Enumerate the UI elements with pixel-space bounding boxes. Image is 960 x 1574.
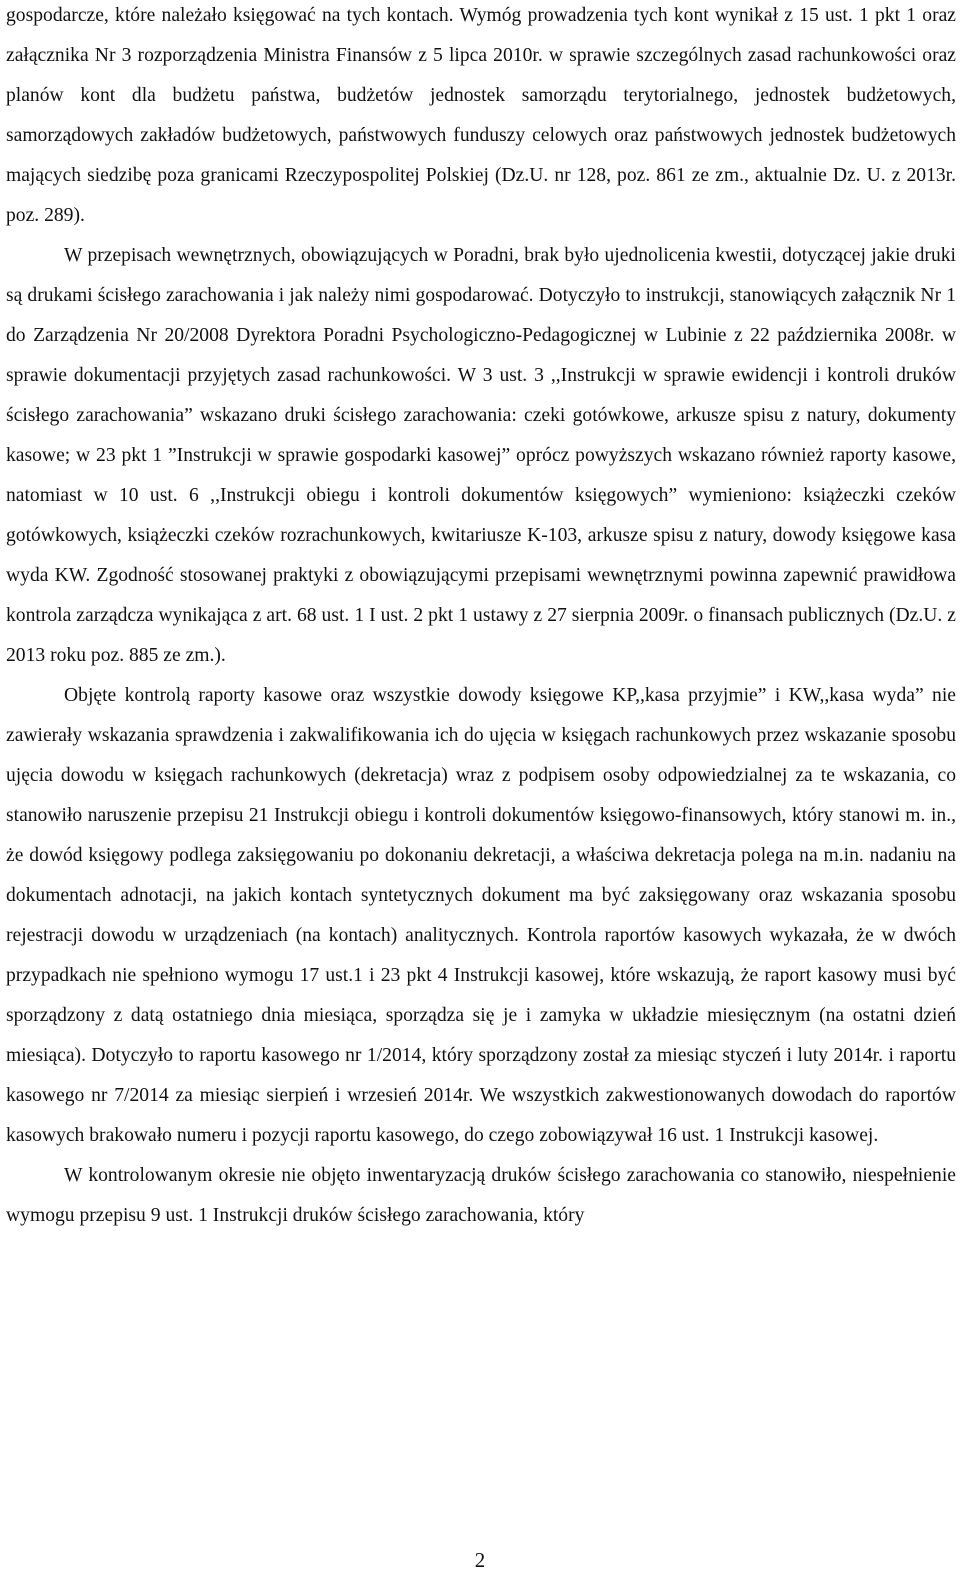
document-body [6,0,956,1236]
paragraph: W przepisach wewnętrznych, obowiązujących w Poradni, brak było ujednolicenia kwestii, dotyczącej jakie druki są drukami ścisłego zarachowania i jak należy nimi gospodarować. Dotyczyło to instrukcji, stanowiących załącznik Nr 1 do Zarządzenia Nr 20/2008 Dyrektora Poradni Psychologiczno-Pedagogicznej w Lubinie z 22 października 2008r. w sprawie dokumentacji przyjętych zasad rachunkowości. W 3 ust. 3 ,,Instrukcji w sprawie ewidencji i kontroli druków ścisłego zarachowania” wskazano druki ścisłego zarachowania: czeki gotówkowe, arkusze spisu z natury, dokumenty kasowe; w 23 pkt 1 ”Instrukcji w sprawie gospodarki kasowej” oprócz powyższych wskazano również raporty kasowe, natomiast w 10 ust. 6 ,,Instrukcji obiegu i kontroli dokumentów księgowych” wymieniono: książeczki czeków gotówkowych, książeczki czeków rozrachunkowych, kwitariusze K-103, arkusze spisu z natury, dowody księgowe kasa wyda KW. Zgodność stosowanej praktyki z obowiązującymi przepisami wewnętrznymi powinna zapewnić prawidłowa kontrola zarządcza wynikająca z art. 68 ust. 1 I ust. 2 pkt 1 ustawy z 27 sierpnia 2009r. o finansach publicznych (Dz.U. z 2013 roku poz. 885 ze zm.). [6,245,956,666]
paragraph: Objęte kontrolą raporty kasowe oraz wszystkie dowody księgowe KP,,kasa przyjmie” i KW,,kasa wyda” nie zawierały wskazania sprawdzenia i zakwalifikowania ich do ujęcia w księgach rachunkowych przez wskazanie sposobu ujęcia dowodu w księgach rachunkowych (dekretacja) wraz z podpisem osoby odpowiedzialnej za te wskazania, co stanowiło naruszenie przepisu 21 Instrukcji obiegu i kontroli dokumentów księgowo-finansowych, który stanowi m. in., że dowód księgowy podlega zaksięgowaniu po dokonaniu dekretacji, a właściwa dekretacja polega na m.in. nadaniu na dokumentach adnotacji, na jakich kontach syntetycznych dokument ma być zaksięgowany oraz wskazania sposobu rejestracji dowodu w urządzeniach (na kontach) analitycznych. Kontrola raportów kasowych wykazała, że w dwóch przypadkach nie spełniono wymogu 17 ust.1 i 23 pkt 4 Instrukcji kasowej, które wskazują, że raport kasowy musi być sporządzony z datą ostatniego dnia miesiąca, sporządza się je i zamyka w układzie miesięcznym (na ostatni dzień miesiąca). Dotyczyło to raportu kasowego nr 1/2014, który sporządzony został za miesiąc styczeń i luty 2014r. i raportu kasowego nr 7/2014 za miesiąc sierpień i wrzesień 2014r. We wszystkich zakwestionowanych dowodach do raportów kasowych brakowało numeru i pozycji raportu kasowego, do czego zobowiązywał 16 ust. 1 Instrukcji kasowej. [6,685,956,1146]
paragraph: W kontrolowanym okresie nie objęto inwentaryzacją druków ścisłego zarachowania co stanowiło, niespełnienie wymogu przepisu 9 ust. 1 Instrukcji druków ścisłego zarachowania, który [6,1165,956,1226]
page-number: 2 [474,1548,486,1572]
paragraph: gospodarcze, które należało księgować na tych kontach. Wymóg prowadzenia tych kont wynikał z 15 ust. 1 pkt 1 oraz załącznika Nr 3 rozporządzenia Ministra Finansów z 5 lipca 2010r. w sprawie szczególnych zasad rachunkowości oraz planów kont dla budżetu państwa, budżetów jednostek samorządu terytorialnego, jednostek budżetowych, samorządowych zakładów budżetowych, państwowych funduszy celowych oraz państwowych jednostek budżetowych mających siedzibę poza granicami Rzeczypospolitej Polskiej (Dz.U. nr 128, poz. 861 ze zm., aktualnie Dz. U. z 2013r. poz. 289). [6,5,956,226]
